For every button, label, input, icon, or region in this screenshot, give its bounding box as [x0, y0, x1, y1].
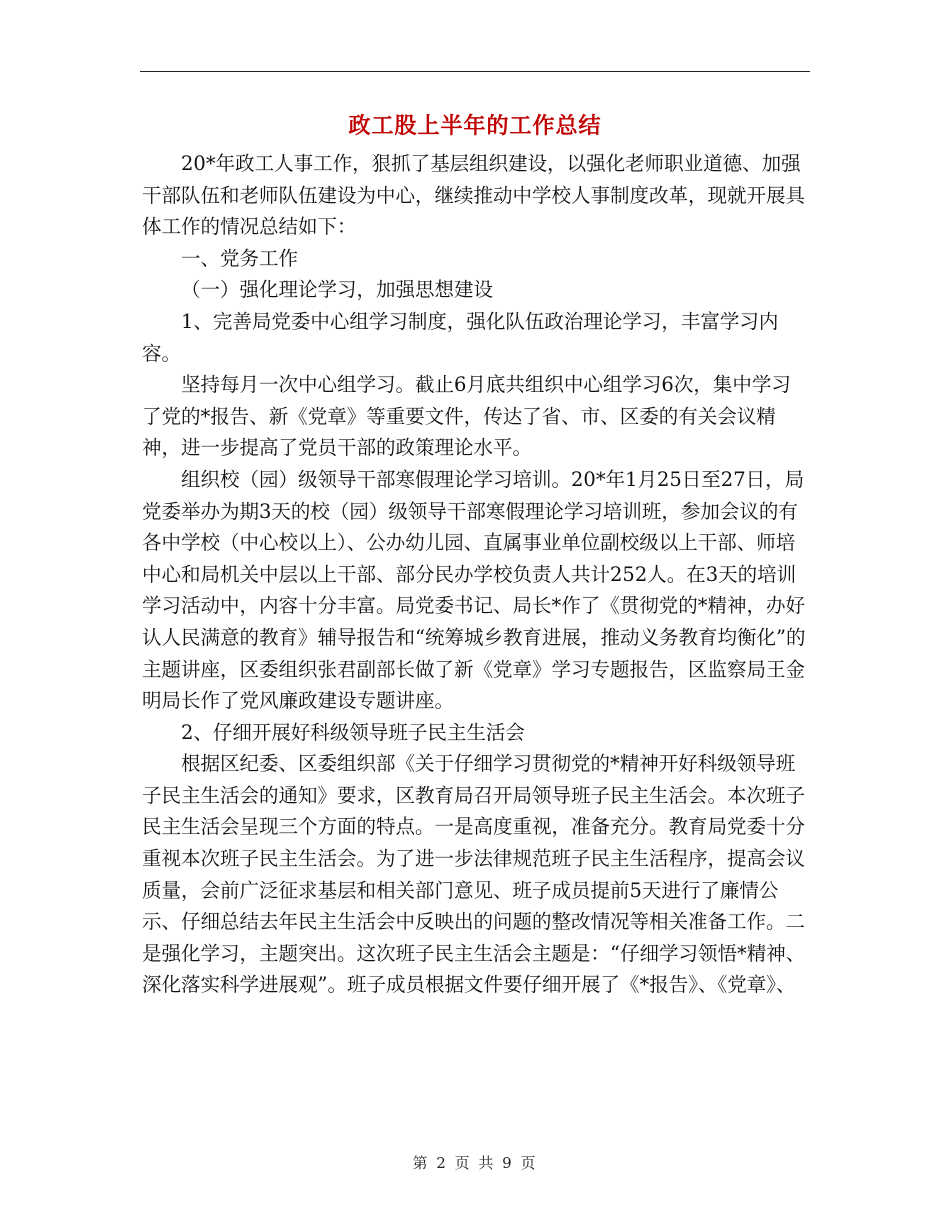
paragraph-intro: 20*年政工人事工作，狠抓了基层组织建设，以强化老师职业道德、加强干部队伍和老师队伍建设为中心，继续推动中学校人事制度改革，现就开展具体工作的情况总结如下： [142, 152, 806, 239]
paragraph-winter-training: 组织校（园）级领导干部寒假理论学习培训。20*年1月25日至27日，局党委举办为期3天的校（园）级领导干部寒假理论学习培训班，参加会议的有各中学校（中心校以上）、公办幼儿园、直属事业单位副校级以上干部、师培中心和局机关中层以上干部、部分民办学校负责人共计252人。在3天的培训学习活动中，内容十分丰富。局党委书记、局长*作了《贯彻党的*精神，办好认人民满意的教育》辅导报告和“统筹城乡教育进展，推动义务教育均衡化”的主题讲座，区委组织张君副部长做了新《党章》学习专题报告，区监察局王金明局长作了党风廉政建设专题讲座。 [142, 467, 806, 713]
paragraph-item-1: 1、完善局党委中心组学习制度，强化队伍政治理论学习，丰富学习内容。 [142, 309, 779, 365]
paragraph-center-group-study: 坚持每月一次中心组学习。截止6月底共组织中心组学习6次，集中学习了党的*报告、新《党章》等重要文件，传达了省、市、区委的有关会议精神，进一步提高了党员干部的政策理论水平。 [142, 373, 791, 460]
heading-item-2: 2、仔细开展好科级领导班子民主生活会 [181, 720, 525, 744]
heading-subsection-1: （一）强化理论学习，加强思想建设 [181, 278, 494, 302]
page-title: 政工股上半年的工作总结 [348, 113, 602, 139]
heading-section-1: 一、党务工作 [181, 246, 299, 270]
header-rule [140, 71, 810, 72]
paragraph-democratic-meeting: 根据区纪委、区委组织部《关于仔细学习贯彻党的*精神开好科级领导班子民主生活会的通知》要求，区教育局召开局领导班子民主生活会。本次班子民主生活会呈现三个方面的特点。一是高度重视，准备充分。教育局党委十分重视本次班子民主生活会。为了进一步法律规范班子民主生活程序，提高会议质量，会前广泛征求基层和相关部门意见、班子成员提前5天进行了廉情公示、仔细总结去年民主生活会中反映出的问题的整改情况等相关准备工作。二是强化学习，主题突出。这次班子民主生活会主题是：“仔细学习领悟*精神、深化落实科学进展观”。班子成员根据文件要仔细开展了《*报告》、《党章》、 [142, 752, 806, 997]
document-body [142, 148, 810, 1001]
page-footer: 第 2 页 共 9 页 [412, 1154, 538, 1172]
